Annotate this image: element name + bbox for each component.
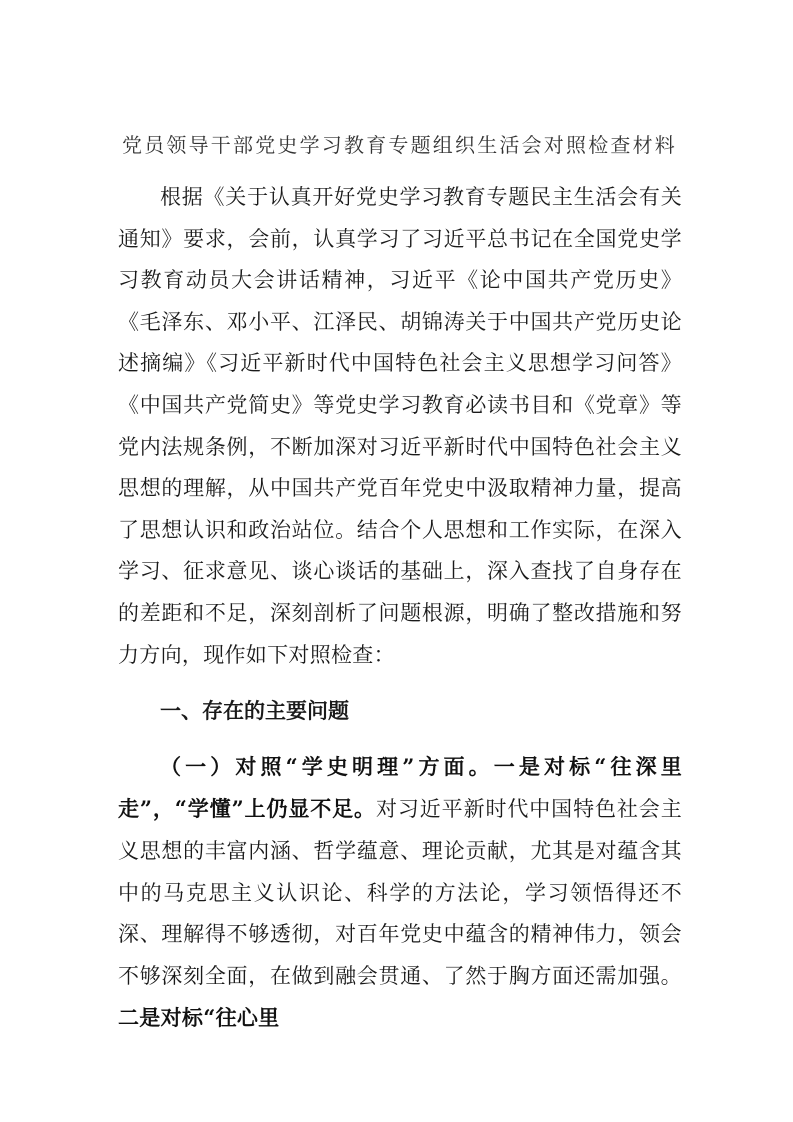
- subsection-trailing-bold: 二是对标“往心里: [118, 1005, 280, 1031]
- subsection-paragraph: [118, 746, 682, 1040]
- section-heading: 一、存在的主要问题: [160, 698, 349, 724]
- subsection-lead-bold: （一）对照“学史明理”方面。一是对标“往深里走”，“学懂”上仍显不足。: [118, 753, 682, 822]
- intro-paragraph: 根据《关于认真开好党史学习教育专题民主生活会有关通知》要求，会前，认真学习了习近平总书记在全国党史学习教育动员大会讲话精神，习近平《论中国共产党历史》《毛泽东、邓小平、江泽民、胡锦涛关于中国共产党历史论述摘编》《习近平新时代中国特色社会主义思想学习问答》《中国共产党简史》等党史学习教育必读书目和《党章》等党内法规条例，不断加深对习近平新时代中国特色社会主义思想的理解，从中国共产党百年党史中汲取精神力量，提高了思想认识和政治站位。结合个人思想和工作实际，在深入学习、征求意见、谈心谈话的基础上，深入查找了自身存在的差距和不足，深刻剖析了问题根源，明确了整改措施和努力方向，现作如下对照检查：: [118, 185, 682, 667]
- subsection-body-text: 对习近平新时代中国特色社会主义思想的丰富内涵、哲学蕴意、理论贡献，尤其是对蕴含其中的马克思主义认识论、科学的方法论，学习领悟得还不深、理解得不够透彻，对百年党史中蕴含的精神伟力，领会不够深刻全面，在做到融会贯通、了然于胸方面还需加强。: [118, 797, 682, 988]
- document-title: 党员领导干部党史学习教育专题组织生活会对照检查材料: [122, 133, 677, 157]
- document-body: [118, 177, 682, 1040]
